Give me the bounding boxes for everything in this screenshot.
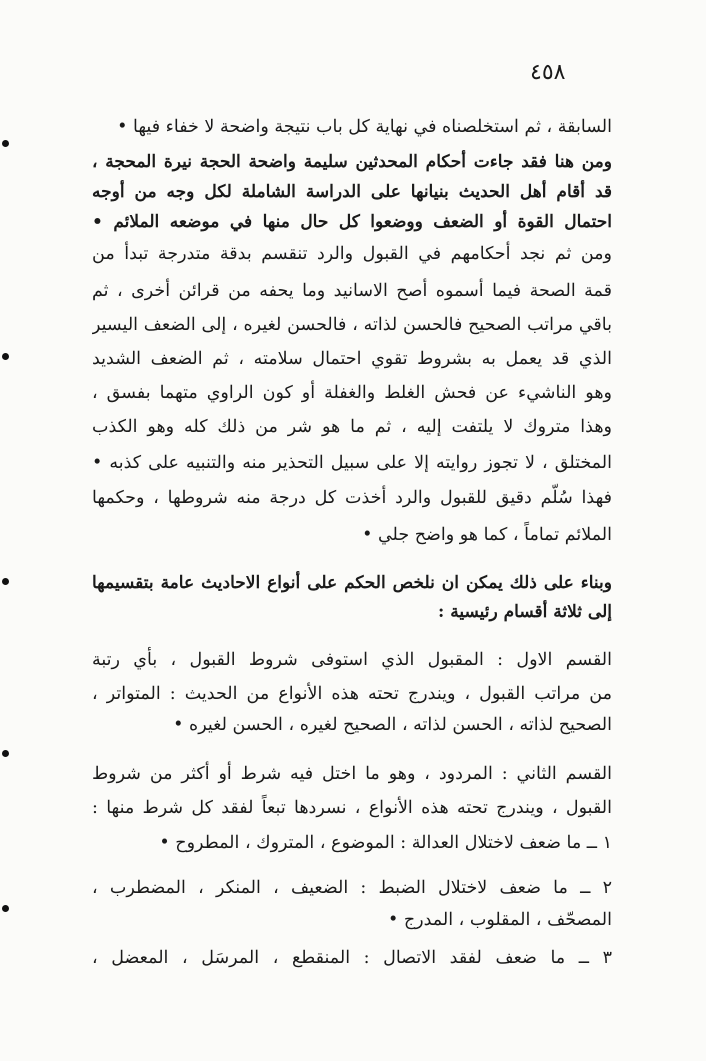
- text-line: القبول ، ويندرج تحته هذه الأنواع ، نسردها تبعاً لفقد كل شرط منها :: [92, 798, 612, 818]
- text-line: المصحّف ، المقلوب ، المدرج •: [387, 910, 612, 930]
- text-line: وهو الناشيء عن فحش الغلط والغفلة أو كون الراوي متهما بفسق ،: [92, 383, 612, 403]
- text-line: ومن ثم نجد أحكامهم في القبول والرد تنقسم بدقة متدرجة تبدأ من: [92, 244, 612, 264]
- text-line: احتمال القوة أو الضعف ووضعوا كل حال منها في موضعه الملائم •: [92, 212, 612, 232]
- page-number: ٤٥٨: [530, 60, 566, 85]
- text-line: قمة الصحة فيما أسموه أصح الاسانيد وما يحفه من قرائن أخرى ، ثم: [92, 281, 612, 301]
- text-line: ٣ ــ ما ضعف لفقد الاتصال : المنقطع ، المرسَل ، المعضل ،: [92, 948, 612, 968]
- text-line: المختلق ، لا تجوز روايته إلا على سبيل التحذير منه والتنبيه على كذبه •: [92, 453, 612, 473]
- binding-hole-mark: [2, 905, 9, 912]
- text-line: ٢ ــ ما ضعف لاختلال الضبط : الضعيف ، المنكر ، المضطرب ،: [92, 878, 612, 898]
- text-line: الذي قد يعمل به بشروط تقوي احتمال سلامته ، ثم الضعف الشديد: [92, 349, 612, 369]
- text-line: من مراتب القبول ، ويندرج تحته هذه الأنواع من الحديث : المتواتر ،: [92, 684, 612, 704]
- text-line: الملائم تماماً ، كما هو واضح جلي •: [362, 525, 612, 545]
- binding-hole-mark: [2, 578, 9, 585]
- text-line: ومن هنا فقد جاءت أحكام المحدثين سليمة واضحة الحجة نيرة المحجة ،: [92, 152, 612, 172]
- text-line: باقي مراتب الصحيح فالحسن لذاته ، فالحسن لغيره ، إلى الضعف اليسير: [92, 315, 612, 335]
- text-line: السابقة ، ثم استخلصناه في نهاية كل باب نتيجة واضحة لا خفاء فيها •: [117, 117, 612, 137]
- text-line: فهذا سُلّم دقيق للقبول والرد أخذت كل درجة منه شروطها ، وحكمها: [92, 488, 612, 508]
- binding-hole-mark: [2, 353, 9, 360]
- text-line: وبناء على ذلك يمكن ان نلخص الحكم على أنواع الاحاديث عامة بتقسيمها: [92, 573, 612, 593]
- text-line: ١ ــ ما ضعف لاختلال العدالة : الموضوع ، المتروك ، المطروح •: [159, 833, 612, 853]
- text-line: وهذا متروك لا يلتفت إليه ، ثم ما هو شر من ذلك كله وهو الكذب: [92, 417, 612, 437]
- text-line: القسم الثاني : المردود ، وهو ما اختل فيه شرط أو أكثر من شروط: [92, 764, 612, 784]
- text-line: القسم الاول : المقبول الذي استوفى شروط القبول ، بأي رتبة: [92, 650, 612, 670]
- binding-hole-mark: [2, 750, 9, 757]
- text-line: قد أقام أهل الحديث بنيانها على الدراسة الشاملة لكل وجه من أوجه: [92, 182, 612, 202]
- text-line: إلى ثلاثة أقسام رئيسية :: [438, 602, 612, 622]
- text-line: الصحيح لذاته ، الحسن لذاته ، الصحيح لغيره ، الحسن لغيره •: [173, 715, 612, 735]
- binding-hole-mark: [2, 140, 9, 147]
